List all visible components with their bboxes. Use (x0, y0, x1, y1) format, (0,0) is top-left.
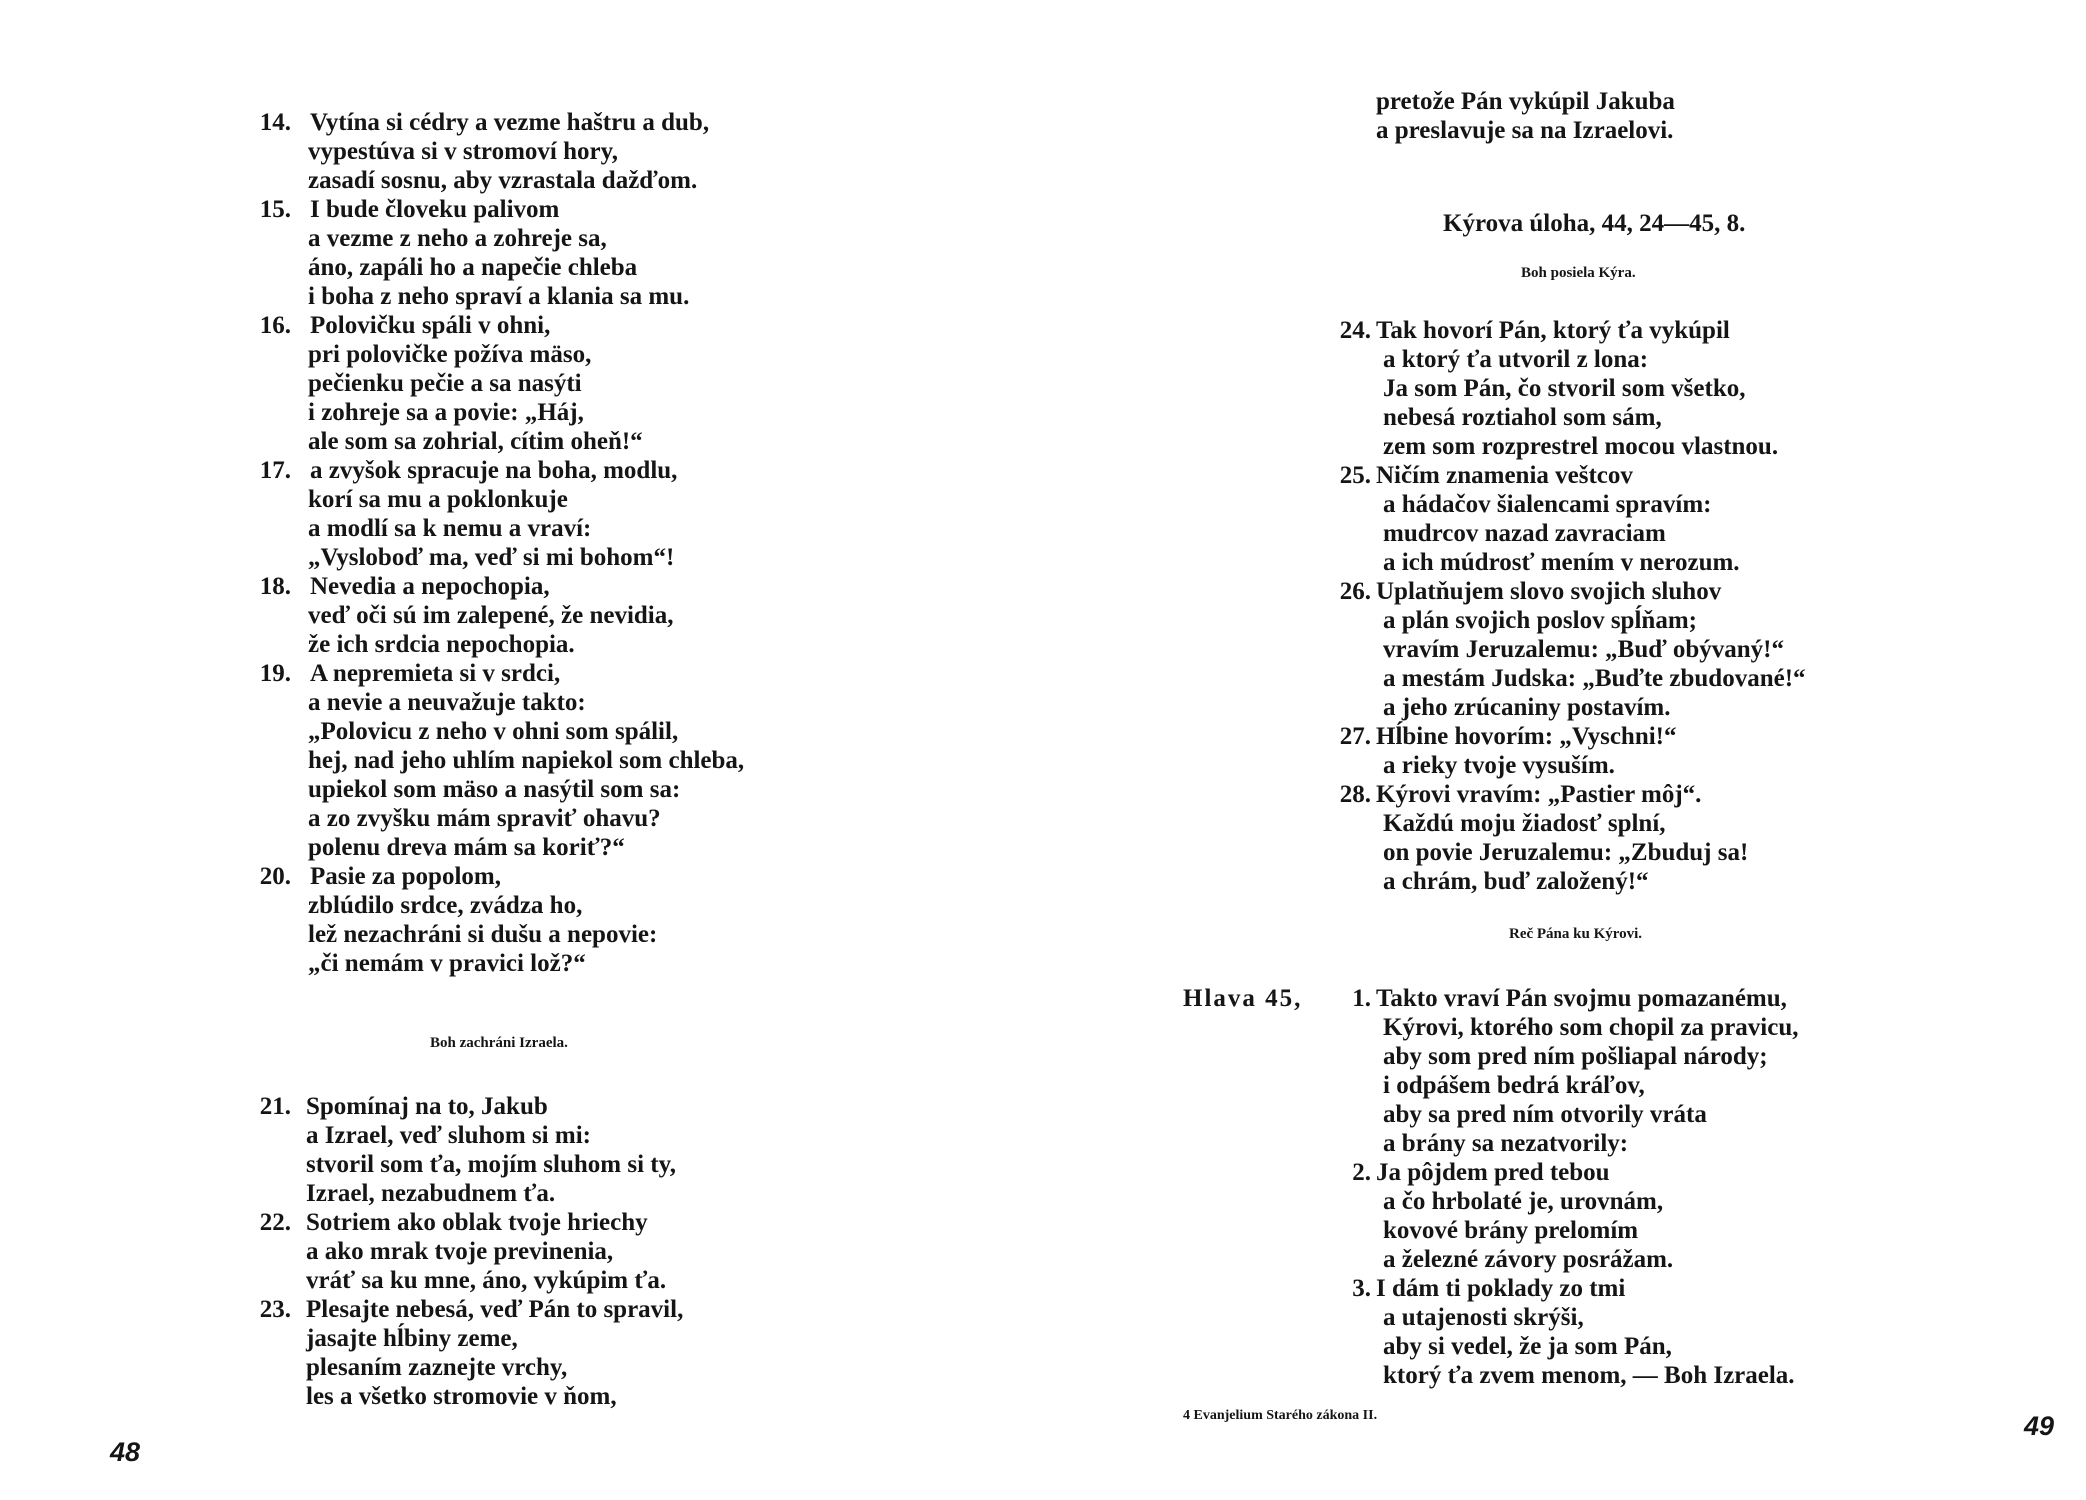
left-verse-line: pečienku pečie a sa nasýti (308, 370, 582, 397)
section-subheading: Reč Pána ku Kýrovi. (1509, 926, 1643, 942)
right-verse-line: a mestám Judska: „Buďte zbudované!“ (1383, 665, 1806, 692)
right-verse-line: Takto vraví Pán svojmu pomazanému, (1376, 985, 1787, 1012)
right-verse-line: Každú moju žiadosť splní, (1383, 810, 1666, 837)
page-number-left: 48 (110, 1437, 141, 1467)
left-verse-line: a nevie a neuvažuje takto: (308, 689, 586, 716)
left-verse-line: áno, zapáli ho a napečie chleba (308, 254, 638, 281)
section-heading: Kýrova úloha, 44, 24—45, 8. (1443, 210, 1746, 237)
right-verse-line: a jeho zrúcaniny postavím. (1383, 694, 1671, 721)
page-number-right: 49 (2024, 1411, 2055, 1441)
left-verse-line: lež nezachráni si dušu a nepovie: (308, 921, 658, 948)
right-verse-line: a plán svojich poslov spĺňam; (1383, 607, 1697, 634)
left-verse-line: Izrael, nezabudnem ťa. (306, 1180, 556, 1207)
right-verse-line: a ktorý ťa utvoril z lona: (1383, 346, 1649, 373)
right-verse-line: Kýrovi, ktorého som chopil za pravicu, (1383, 1014, 1799, 1041)
right-page (1043, 0, 2086, 1500)
left-verse-line: a Izrael, veď sluhom si mi: (306, 1122, 591, 1149)
left-verse-line: polenu dreva mám sa koriť?“ (308, 834, 625, 861)
left-verse-line: hej, nad jeho uhlím napiekol som chleba, (308, 747, 745, 774)
right-verse-line: Kýrovi vravím: „Pastier môj“. (1376, 781, 1702, 808)
right-verse-line: on povie Jeruzalemu: „Zbuduj sa! (1383, 839, 1749, 866)
left-verse-line: pri polovičke požíva mäso, (308, 341, 592, 368)
left-verse-number: 17. (259, 457, 291, 484)
left-verse-line: plesaním zaznejte vrchy, (306, 1354, 568, 1381)
right-verse-line: a hádačov šialencami spravím: (1383, 491, 1712, 518)
right-verse-number: 2. (1352, 1159, 1371, 1186)
left-verse-number: 20. (259, 863, 291, 890)
left-verse-line: a zvyšok spracuje na boha, modlu, (310, 457, 678, 484)
right-verse-line: nebesá roztiahol som sám, (1383, 404, 1662, 431)
right-verse-line: aby si vedel, že ja som Pán, (1383, 1333, 1672, 1360)
left-verse-line: „Polovicu z neho v ohni som spálil, (308, 718, 679, 745)
left-verse-number: 16. (259, 312, 291, 339)
left-verse-number: 22. (259, 1209, 291, 1236)
right-verse-line: a rieky tvoje vysuším. (1383, 752, 1615, 779)
left-verse-line: jasajte hĺbiny zeme, (306, 1325, 518, 1352)
right-verse-number: 25. (1339, 462, 1371, 489)
left-verse-line: les a všetko stromovie v ňom, (306, 1383, 617, 1410)
left-verse-line: a zo zvyšku mám spraviť ohavu? (308, 805, 661, 832)
right-verse-line: ktorý ťa zvem menom, — Boh Izraela. (1383, 1362, 1795, 1389)
left-verse-line: Spomínaj na to, Jakub (306, 1093, 548, 1120)
right-verse-line: Uplatňujem slovo svojich sluhov (1376, 578, 1722, 605)
continuation-line: a preslavuje sa na Izraelovi. (1376, 117, 1674, 144)
right-verse-line: Ja som Pán, čo stvoril som všetko, (1383, 375, 1746, 402)
right-verse-line: mudrcov nazad zavraciam (1383, 520, 1666, 547)
left-verse-line: „Vysloboď ma, veď si mi bohom“! (308, 544, 675, 571)
right-verse-line: Tak hovorí Pán, ktorý ťa vykúpil (1376, 317, 1730, 344)
left-verse-line: a ako mrak tvoje previnenia, (306, 1238, 614, 1265)
left-verse-number: 23. (259, 1296, 291, 1323)
right-verse-line: i odpášem bedrá kráľov, (1383, 1072, 1645, 1099)
right-verse-line: Ničím znamenia veštcov (1376, 462, 1633, 489)
left-verse-line: zblúdilo srdce, zvádza ho, (308, 892, 583, 919)
left-verse-line: Plesajte nebesá, veď Pán to spravil, (306, 1296, 684, 1323)
chapter-label: Hlava 45, (1183, 985, 1303, 1012)
left-verse-number: 15. (259, 196, 291, 223)
continuation-line: pretože Pán vykúpil Jakuba (1376, 88, 1675, 115)
left-verse-line: „či nemám v pravici lož?“ (308, 950, 586, 977)
right-verse-line: I dám ti poklady zo tmi (1376, 1275, 1626, 1302)
left-verse-line: i boha z neho spraví a klania sa mu. (308, 283, 690, 310)
right-verse-number: 24. (1339, 317, 1371, 344)
right-verse-line: Hĺbine hovorím: „Vyschni!“ (1376, 723, 1677, 750)
left-verse-line: vráť sa ku mne, áno, vykúpim ťa. (306, 1267, 667, 1294)
left-verse-line: a modlí sa k nemu a vraví: (308, 515, 592, 542)
right-verse-number: 27. (1339, 723, 1371, 750)
right-verse-number: 3. (1352, 1275, 1371, 1302)
right-verse-line: a čo hrbolaté je, urovnám, (1383, 1188, 1664, 1215)
left-verse-number: 18. (259, 573, 291, 600)
left-verse-line: Vytína si cédry a vezme haštru a dub, (310, 109, 710, 136)
right-verse-line: a železné závory posrážam. (1383, 1246, 1674, 1273)
section-subheading: Boh posiela Kýra. (1521, 265, 1636, 281)
left-verse-number: 14. (259, 109, 291, 136)
right-verse-number: 1. (1352, 985, 1371, 1012)
left-verse-line: korí sa mu a poklonkuje (308, 486, 568, 513)
right-verse-line: a utajenosti skrýši, (1383, 1304, 1584, 1331)
left-verse-line: Sotriem ako oblak tvoje hriechy (306, 1209, 648, 1236)
right-verse-line: vravím Jeruzalemu: „Buď obývaný!“ (1383, 636, 1784, 663)
left-verse-line: Nevedia a nepochopia, (310, 573, 550, 600)
footer-signature: 4 Evanjelium Starého zákona II. (1183, 1408, 1378, 1423)
right-verse-line: kovové brány prelomím (1383, 1217, 1639, 1244)
left-verse-line: ale som sa zohrial, cítim oheň!“ (308, 428, 643, 455)
left-verse-line: že ich srdcia nepochopia. (308, 631, 575, 658)
section-subheading: Boh zachráni Izraela. (430, 1035, 568, 1051)
right-verse-line: aby som pred ním pošliapal národy; (1383, 1043, 1768, 1070)
left-verse-number: 21. (259, 1093, 291, 1120)
left-verse-line: a vezme z neho a zohreje sa, (308, 225, 607, 252)
left-verse-line: vypestúva si v stromoví hory, (308, 138, 618, 165)
right-verse-line: zem som rozprestrel mocou vlastnou. (1383, 433, 1779, 460)
right-verse-line: a ich múdrosť mením v nerozum. (1383, 549, 1740, 576)
right-verse-line: Ja pôjdem pred tebou (1376, 1159, 1610, 1186)
right-verse-line: a brány sa nezatvorily: (1383, 1130, 1629, 1157)
right-verse-line: a chrám, buď založený!“ (1383, 868, 1649, 895)
left-verse-line: A nepremieta si v srdci, (310, 660, 561, 687)
right-verse-number: 28. (1339, 781, 1371, 808)
left-verse-line: i zohreje sa a povie: „Háj, (308, 399, 584, 426)
left-verse-number: 19. (259, 660, 291, 687)
left-verse-line: zasadí sosnu, aby vzrastala dažďom. (308, 167, 698, 194)
left-verse-line: Polovičku spáli v ohni, (310, 312, 551, 339)
right-verse-number: 26. (1339, 578, 1371, 605)
left-verse-line: veď oči sú im zalepené, že nevidia, (308, 602, 674, 629)
left-verse-line: stvoril som ťa, mojím sluhom si ty, (306, 1151, 676, 1178)
left-verse-line: Pasie za popolom, (310, 863, 501, 890)
left-verse-line: upiekol som mäso a nasýtil som sa: (308, 776, 681, 803)
left-verse-line: I bude človeku palivom (310, 196, 560, 223)
right-verse-line: aby sa pred ním otvorily vráta (1383, 1101, 1707, 1128)
